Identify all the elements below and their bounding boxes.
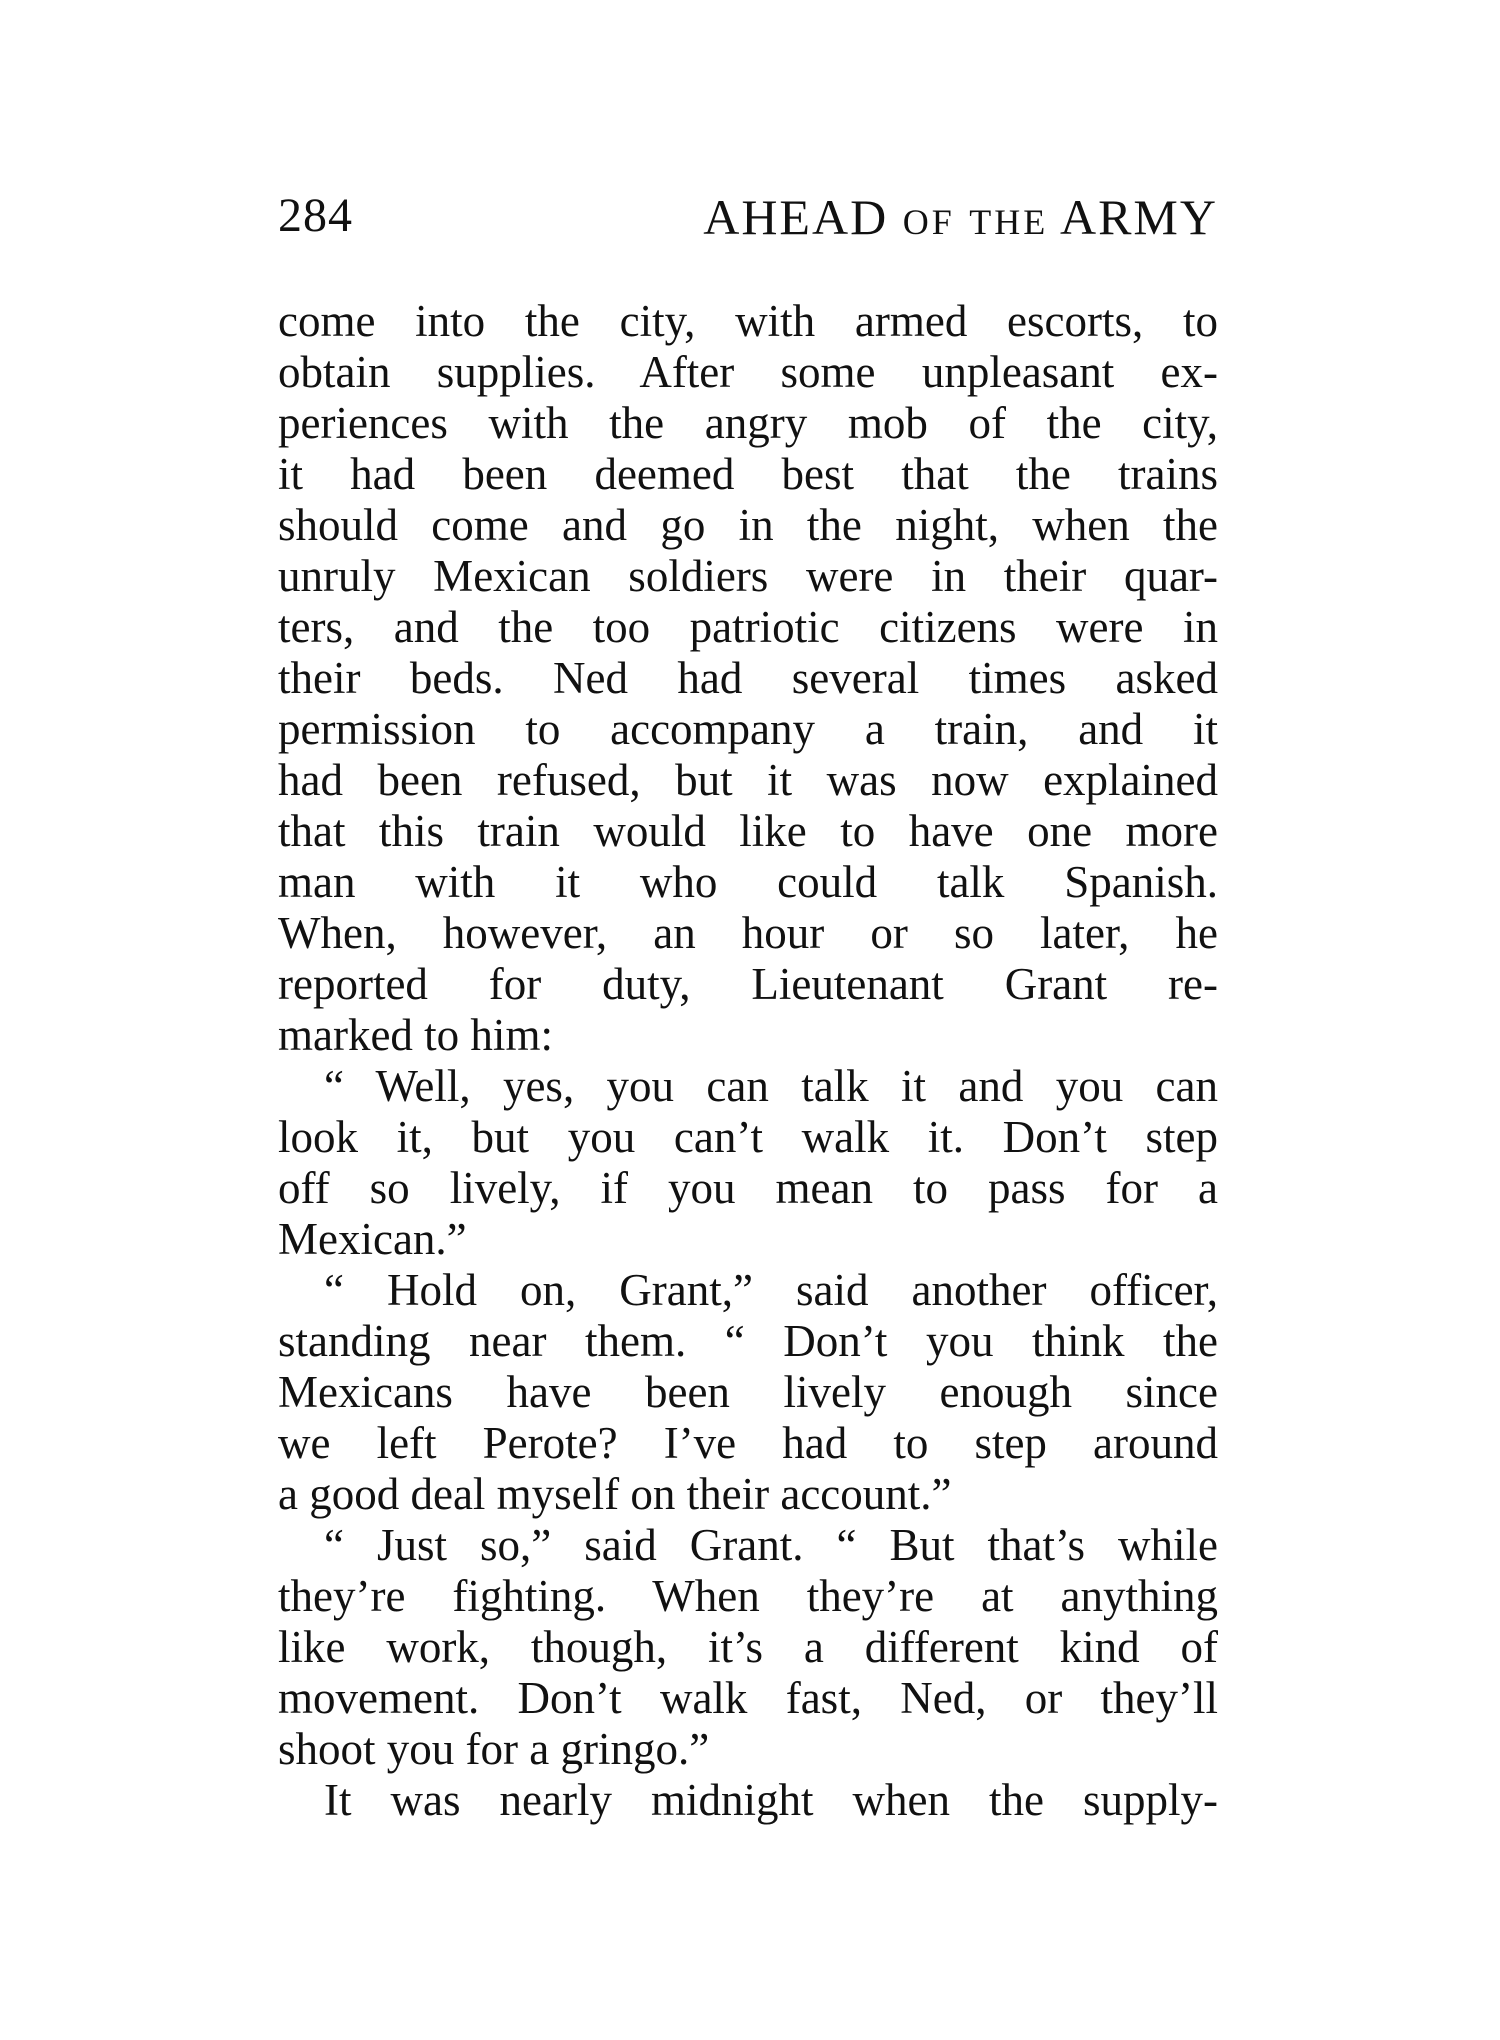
page-number: 284 [278,189,353,242]
text-line: “ Well, yes, you can talk it and you can [324,1061,1218,1111]
text-line: When, however, an hour or so later, he [278,908,1218,958]
text-line: that this train would like to have one more [278,806,1218,856]
text-line: Mexicans have been lively enough since [278,1367,1218,1417]
running-head-word-of: OF [902,202,955,242]
text-line: a good deal myself on their account.” [278,1469,952,1519]
text-line: like work, though, it’s a different kind of [278,1622,1218,1672]
text-line: unruly Mexican soldiers were in their quar- [278,551,1218,601]
text-line: obtain supplies. After some unpleasant ex- [278,347,1218,397]
running-head-word-the: THE [969,202,1049,242]
text-line: Mexican.” [278,1214,467,1264]
text-line: “ Hold on, Grant,” said another officer, [324,1265,1218,1315]
text-line: “ Just so,” said Grant. “ But that’s while [324,1520,1218,1570]
text-line: look it, but you can’t walk it. Don’t step [278,1112,1218,1162]
text-line: it had been deemed best that the trains [278,449,1218,499]
running-head-word-army: ARMY [1059,189,1218,245]
text-line: they’re fighting. When they’re at anything [278,1571,1218,1621]
text-line: their beds. Ned had several times asked [278,653,1218,703]
text-line: ters, and the too patriotic citizens were in [278,602,1218,652]
page-header [278,188,1218,258]
text-line: we left Perote? I’ve had to step around [278,1418,1218,1468]
text-line: reported for duty, Lieutenant Grant re- [278,959,1218,1009]
running-head-word-ahead: AHEAD [703,189,889,245]
text-line: periences with the angry mob of the city, [278,398,1218,448]
text-line: permission to accompany a train, and it [278,704,1218,754]
text-line: had been refused, but it was now explained [278,755,1218,805]
text-line: It was nearly midnight when the supply- [324,1775,1218,1825]
text-line: shoot you for a gringo.” [278,1724,710,1774]
text-line: come into the city, with armed escorts, to [278,296,1218,346]
text-line: should come and go in the night, when the [278,500,1218,550]
text-line: marked to him: [278,1010,553,1060]
text-line: movement. Don’t walk fast, Ned, or they’ll [278,1673,1218,1723]
text-line: standing near them. “ Don’t you think the [278,1316,1218,1366]
text-line: man with it who could talk Spanish. [278,857,1218,907]
running-head [703,188,1218,246]
text-line: off so lively, if you mean to pass for a [278,1163,1218,1213]
body-text [278,296,1218,1826]
